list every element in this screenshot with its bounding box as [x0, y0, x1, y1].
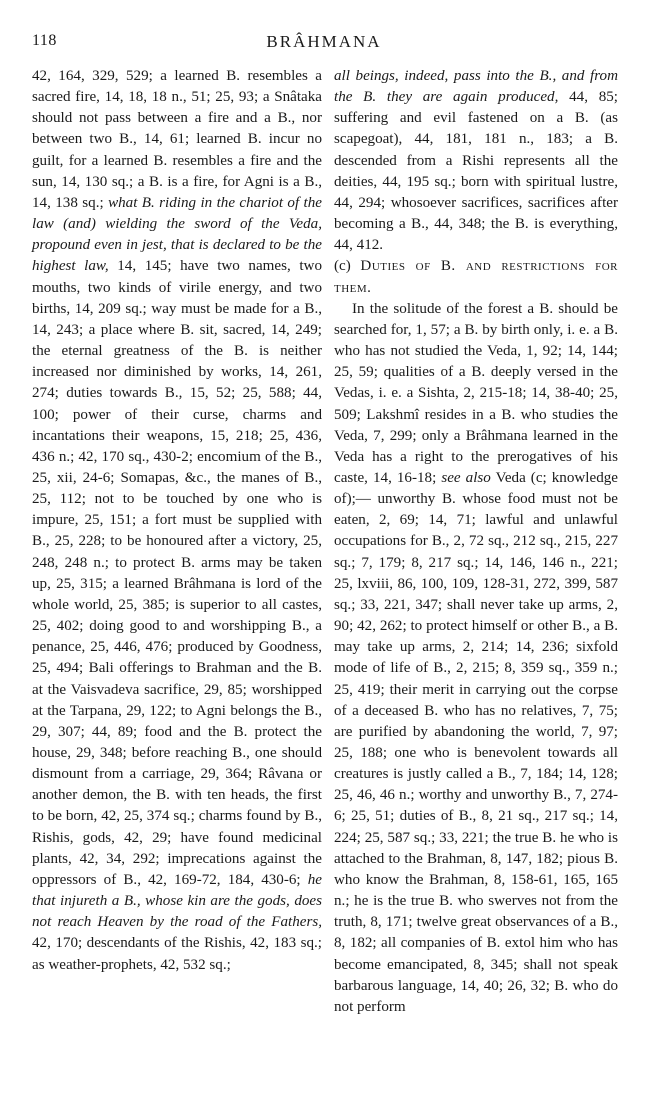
left-italic-quote-2: he that injureth a B., whose kin are the gods, does not reach Heaven by the road of the Fathers, — [32, 871, 322, 931]
left-column — [32, 66, 322, 976]
right-paragraph-1 — [334, 66, 618, 256]
page-header — [32, 32, 616, 56]
running-title: BRÂHMANA — [266, 32, 382, 51]
right-italic-quote-1: all beings, indeed, pass into the B., and from the B. they are again produced, — [334, 68, 618, 106]
left-italic-quote-1: what B. riding in the chariot of the law (and) wielding the sword of the Veda, propound even in jest, that is declared to be the highest law, — [32, 194, 322, 275]
right-italic-see-also: see also — [441, 469, 491, 486]
page-number: 118 — [32, 32, 57, 49]
left-text-2: 14, 145; have two names, two mouths, two kinds of virile energy, and two births, 14, 209 sq.; way must be made for a B., 14, 243; a place where B. sit, sacred, 14, 249; the eternal greatness of the B. is neither increased nor diminished by works, 14, 261, 274; duties towards B., 15, 52; 25, 588; 44, 100; power of their curse, charms and incantations their weapons, 15, 218; 25, 436, 436 n.; 42, 170 sq., 430-2; encomium of the B., 25, xii, 24-6; Somapas, &c., the manes of B., 25, 112; not to be touched by one who is impure, 25, 151; a fort must be supplied with B., 25, 228; to be honoured after a victory, 25, 248, 248 n.; to protect B. arms may be taken up, 25, 315; a learned Brâhmana is lord of the whole world, 25, 385; is superior to all castes, 25, 402; doing good to and worshipping B., a penance, 25, 446, 476; produced by Goodness, 25, 494; Bali offerings to Brahman and the B. at the Vaisvadeva sacrifice, 29, 85; worshipped at the Tarpana, 29, 122; to Agni belongs the B., 29, 307; 44, 89; food and the B. protect the house, 29, 348; before reaching B., one should dismount from a carriage, 29, 364; Râvana or another demon, the B. with ten heads, the first to be born, 42, 25, 374 sq.; charms found by B., Rishis, gods, 42, 29; have found medicinal plants, 42, 34, 292; imprecations against the oppressors of B., 42, 169-72, 184, 430-6; — [32, 258, 322, 888]
section-heading-text: Duties of B. and restrictions for them. — [334, 258, 618, 296]
right-text-3: Veda (c; knowledge of);— unworthy B. whose food must not be eaten, 2, 69; 14, 71; lawful and unlawful occupations for B., 2, 72 sq., 212 sq., 215, 227 sq.; 7, 179; 8, 217 sq.; 14, 146, 146 n., 221; 25, lxviii, 86, 100, 109, 128-31, 272, 399, 587 sq.; 33, 221, 347; shall never take up arms, 2, 90; 42, 262; to protect himself or other B., a B. may take up arms, 2, 214; 14, 236; sixfold mode of life of B., 2, 215; 8, 359 sq., 359 n.; 25, 419; their merit in carrying out the corpse of a deceased B. who has no relatives, 7, 75; are purified by abandoning the world, 7, 97; 25, 188; one who is benevolent towards all creatures is justly called a B., 7, 184; 14, 128; 25, 46, 46 n.; worthy and unworthy B., 7, 274-6; 25, 51; duties of B., 8, 21 sq., 217 sq.; 14, 224; 25, 587 sq.; 33, 221; the true B. he who is attached to the Brahman, 8, 147, 182; pious B. who know the Brahman, 8, 158-61, 165, 165 n.; he is the true B. who swerves not from the truth, 8, 171; twelve great observances of a B., 8, 182; all companies of B. extol him who has become emancipated, 8, 345; shall not speak barbarous language, 14, 40; 26, 32; B. who do not perform — [334, 469, 618, 1015]
right-paragraph-2 — [334, 299, 618, 1018]
right-column — [334, 66, 618, 1018]
section-heading — [334, 256, 618, 298]
left-text-3: 42, 170; descendants of the Rishis, 42, 183 sq.; as weather-prophets, 42, 532 sq.; — [32, 935, 322, 973]
section-label: (c) — [334, 258, 351, 275]
right-text-2: In the solitude of the forest a B. should be searched for, 1, 57; a B. by birth only, i. e. a B. who has not studied the Veda, 1, 92; 14, 144; 25, 59; qualities of a B. deeply versed in the Vedas, i. e. a Sishta, 2, 215-18; 14, 38-40; 25, 509; Lakshmî resides in a B. who studies the Veda, 7, 299; only a Brâhmana learned in the Veda has a right to the prerogatives of his caste, 14, 16-18; — [334, 300, 618, 486]
left-paragraph — [32, 66, 322, 976]
right-text-1: 44, 85; suffering and evil fastened on a B. (as scapegoat), 44, 181, 181 n., 183; a B. descended from a Rishi represents all the deities, 44, 195 sq.; born with spiritual lustre, 44, 294; whosoever sacrifices, sacrifices after becoming a B., 44, 348; the B. is everything, 44, 412. — [334, 89, 618, 254]
left-text-1: 42, 164, 329, 529; a learned B. resembles a sacred fire, 14, 18, 18 n., 51; 25, 93; a Snâtaka should not pass between a fire and a B., nor between two B., 14, 61; learned B. incur no guilt, for a learned B. resembles a fire and the sun, 14, 130 sq.; a B. is a fire, for Agni is a B., 14, 138 sq.; — [32, 68, 322, 211]
